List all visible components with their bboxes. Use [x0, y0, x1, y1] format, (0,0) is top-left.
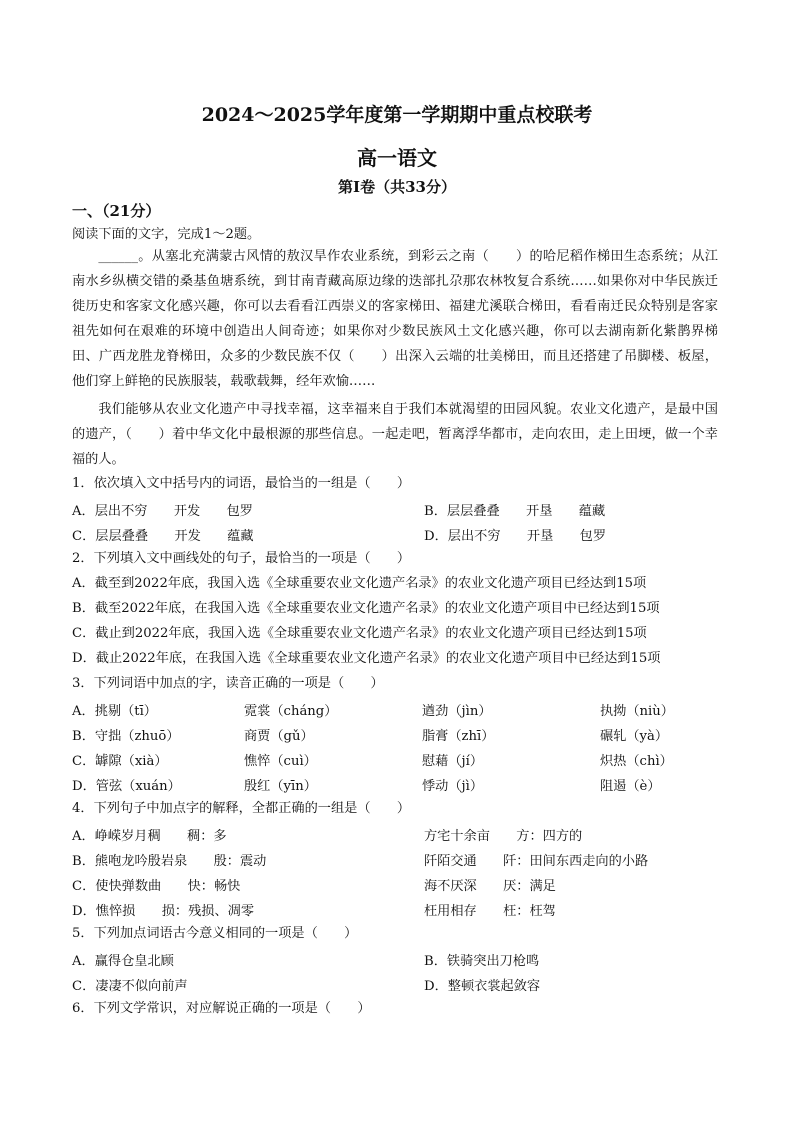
word-1: C．罅隙（xià）: [72, 754, 168, 769]
question-1-options-row-1: [72, 500, 722, 518]
option-b: B．铁骑突出刀枪鸣: [424, 954, 540, 969]
question-5-stem: 5．下列加点词语古今意义相同的一项是（ ）: [72, 926, 358, 941]
option-d: D．整顿衣裳起敛容: [424, 979, 541, 994]
question-2-stem: 2．下列填入文中画线处的句子，最恰当的一项是（ ）: [72, 551, 411, 566]
sentence-2: 方宅十余亩 方：四方的: [424, 829, 583, 844]
question-3-option-d: [72, 775, 722, 793]
section-heading: 一、（21分）: [72, 202, 161, 220]
reading-instruction: 阅读下面的文字，完成1～2题。: [72, 227, 261, 242]
option-d: D．截止2022年底，在我国入选《全球重要农业文化遗产名录》的农业文化遗产项目中已经达到15项: [72, 651, 661, 666]
word-3: 慰藉（jí）: [422, 754, 484, 769]
word-3: 遒劲（jìn）: [422, 704, 492, 719]
word-4: 碾轧（yà）: [600, 729, 669, 744]
word-3: 脂膏（zhī）: [422, 729, 495, 744]
question-4-option-b: [72, 850, 722, 868]
sentence-2: 枉用相存 枉：枉驾: [424, 904, 556, 919]
question-3-stem: 3．下列词语中加点的字，读音正确的一项是（ ）: [72, 676, 384, 691]
word-3: 悸动（jì）: [422, 779, 484, 794]
word-2: 霓裳（cháng）: [244, 704, 338, 719]
passage-paragraph-2: 我们能够从农业文化遗产中寻找幸福，这幸福来自于我们本就渴望的田园风貌。农业文化遗产，是最中国的遗产，（ ）着中华文化中最根源的那些信息。一起走吧，暂离浮华都市，走向农田，走上田埂，做一个幸福的人。: [72, 402, 718, 467]
option-c: C．凄凄不似向前声: [72, 979, 188, 994]
sentence-1: D．憔悴损 损：残损、凋零: [72, 904, 255, 919]
question-5-options-row-1: [72, 950, 722, 968]
question-1-stem: 1．依次填入文中括号内的词语，最恰当的一组是（ ）: [72, 476, 411, 491]
word-2: 殷红（yīn）: [244, 779, 317, 794]
subject-title: 高一语文: [357, 146, 437, 170]
option-b: B．截至2022年底，在我国入选《全球重要农业文化遗产名录》的农业文化遗产项目中已经达到15项: [72, 601, 660, 616]
question-4-option-d: [72, 900, 722, 918]
option-a: A．赢得仓皇北顾: [72, 954, 174, 969]
word-4: 阻遏（è）: [600, 779, 661, 794]
question-3-option-c: [72, 750, 722, 768]
volume-heading: 第Ⅰ卷（共33分）: [338, 178, 456, 196]
option-a: A．截至到2022年底，我国入选《全球重要农业文化遗产名录》的农业文化遗产项目已经达到15项: [72, 576, 647, 591]
sentence-2: 阡陌交通 阡：田间东西走向的小路: [424, 854, 649, 869]
option-d: D．层出不穷 开垦 包罗: [424, 529, 607, 544]
question-3-option-a: [72, 700, 722, 718]
option-c: C．层层叠叠 开发 蕴藏: [72, 529, 254, 544]
question-4-option-c: [72, 875, 722, 893]
sentence-1: A．峥嵘岁月稠 稠：多: [72, 829, 227, 844]
word-1: A．挑剔（tī）: [72, 704, 157, 719]
word-2: 商贾（gǔ）: [244, 729, 314, 744]
sentence-1: B．熊咆龙吟殷岩泉 殷：震动: [72, 854, 267, 869]
option-a: A．层出不穷 开发 包罗: [72, 504, 253, 519]
question-1-options-row-2: [72, 525, 722, 543]
word-4: 炽热（chì）: [600, 754, 673, 769]
question-4-stem: 4．下列句子中加点字的解释，全都正确的一组是（ ）: [72, 801, 411, 816]
sentence-2: 海不厌深 厌：满足: [424, 879, 556, 894]
word-1: B．守拙（zhuō）: [72, 729, 180, 744]
word-2: 憔悴（cuì）: [244, 754, 317, 769]
option-b: B．层层叠叠 开垦 蕴藏: [424, 504, 606, 519]
question-3-option-b: [72, 725, 722, 743]
question-5-options-row-2: [72, 975, 722, 993]
option-c: C．截止到2022年底，我国入选《全球重要农业文化遗产名录》的农业文化遗产项目已经达到15项: [72, 626, 647, 641]
question-4-option-a: [72, 825, 722, 843]
passage-paragraph-1: ______。从塞北充满蒙古风情的敖汉旱作农业系统，到彩云之南（ ）的哈尼稻作梯田生态系统；从江南水乡纵横交错的桑基鱼塘系统，到甘南青藏高原边缘的迭部扎尕那农林牧复合系统……如果你对中华民族迁徙历史和客家文化感兴趣，你可以去看看江西崇义的客家梯田、福建尤溪联合梯田，看看南迁民众特别是客家祖先如何在艰难的环境中创造出人间奇迹；如果你对少数民族风土文化感兴趣，你可以去湖南新化紫鹊界梯田、广西龙胜龙脊梯田，众多的少数民族不仅（ ）出深入云端的壮美梯田，而且还搭建了吊脚楼、板屋，他们穿上鲜艳的民族服装，载歌载舞，经年欢愉……: [72, 249, 718, 389]
sentence-1: C．使快弹数曲 快：畅快: [72, 879, 241, 894]
exam-title: 2024～2025学年度第一学期期中重点校联考: [201, 104, 593, 126]
word-1: D．管弦（xuán）: [72, 779, 181, 794]
question-6-stem: 6．下列文学常识，对应解说正确的一项是（ ）: [72, 1001, 371, 1016]
word-4: 执拗（niù）: [600, 704, 674, 719]
